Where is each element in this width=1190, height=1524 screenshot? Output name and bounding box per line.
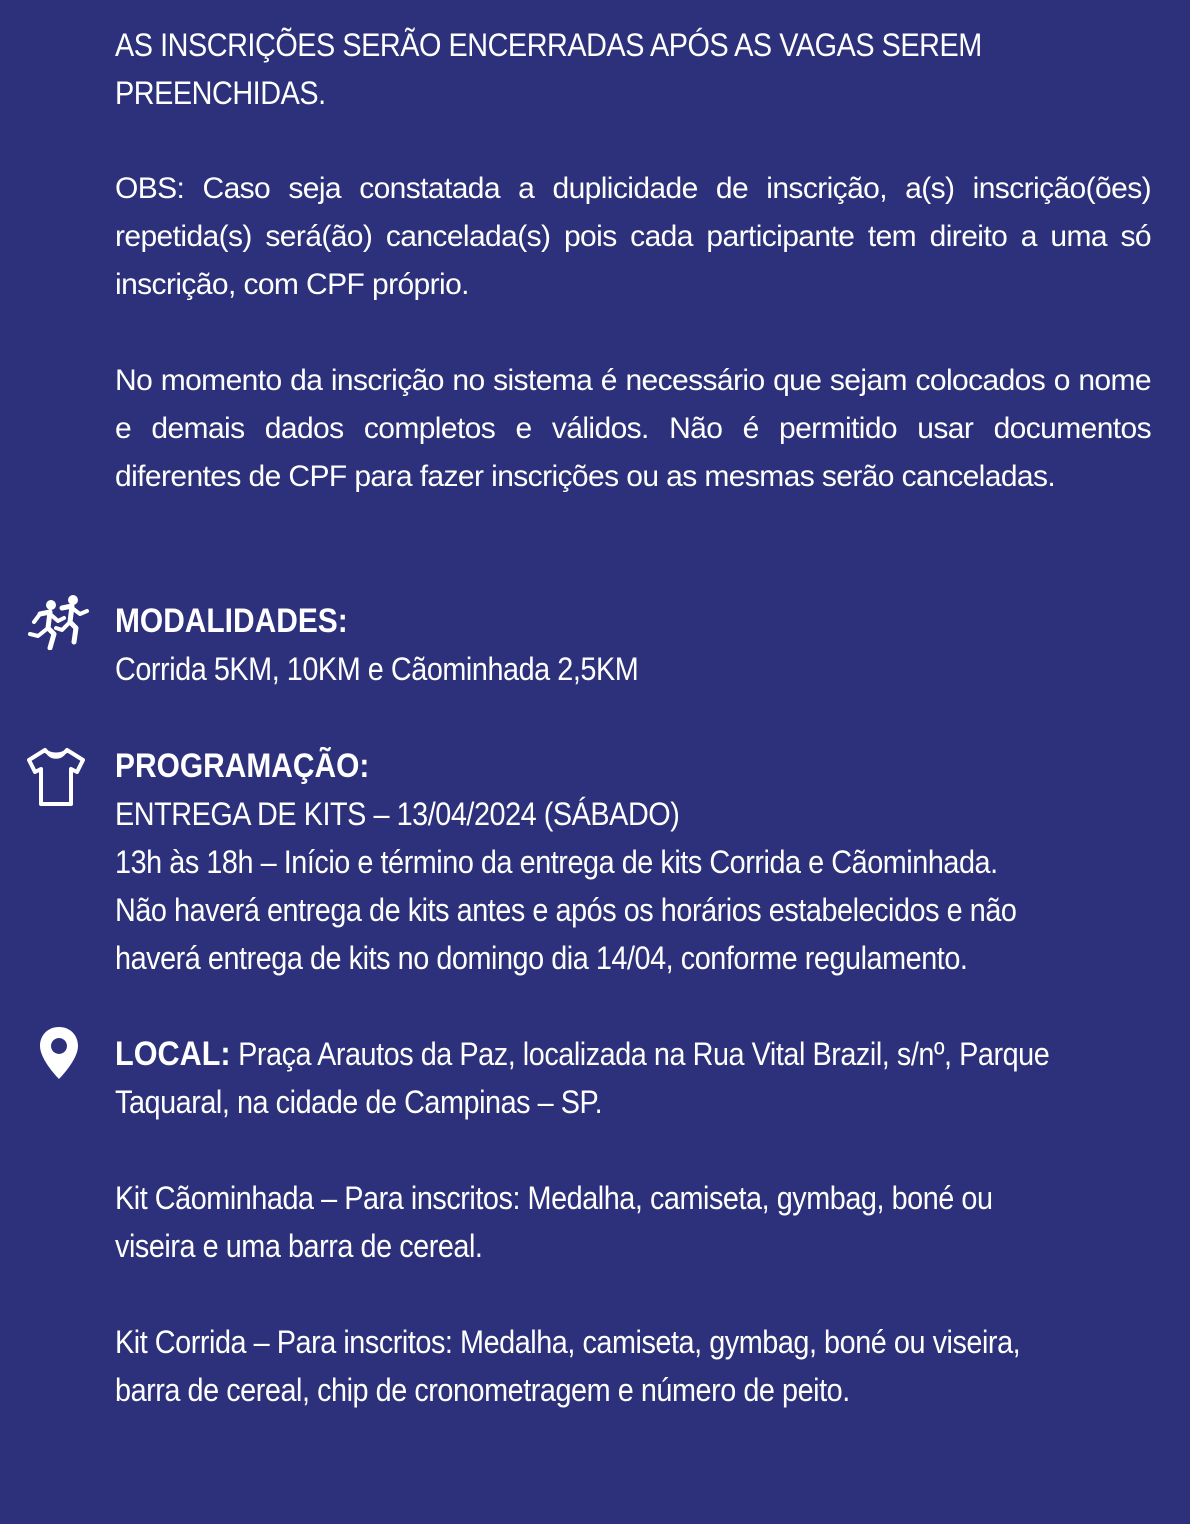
programacao-date: ENTREGA DE KITS – 13/04/2024 (SÁBADO): [115, 796, 680, 832]
modalidades-section: [115, 597, 1151, 693]
kit-corrida-line: barra de cereal, chip de cronometragem e número de peito.: [115, 1372, 850, 1408]
closing-notice: [115, 21, 1047, 117]
kit-caominhada-line: viseira e uma barra de cereal.: [115, 1228, 483, 1264]
kit-corrida-line: Kit Corrida – Para inscritos: Medalha, camiseta, gymbag, boné ou viseira,: [115, 1324, 1021, 1360]
local-address: Taquaral, na cidade de Campinas – SP.: [115, 1084, 603, 1120]
programacao-heading: PROGRAMAÇÃO:: [115, 747, 370, 785]
programacao-hours: 13h às 18h – Início e término da entrega de kits Corrida e Cãominhada.: [115, 844, 998, 880]
kit-caominhada: [115, 1174, 1047, 1270]
data-requirements-paragraph: No momento da inscrição no sistema é necessário que sejam colocados o nome e demais dados completos e válidos. Não é permitido usar documentos diferentes de CPF para fazer inscrições ou as mesmas serão canceladas.: [115, 364, 1151, 493]
local-address-text: Praça Arautos da Paz, localizada na Rua Vital Brazil, s/nº, Parque: [230, 1036, 1050, 1072]
runners-icon: [26, 594, 90, 650]
modalidades-heading: MODALIDADES:: [115, 602, 348, 640]
programacao-notice: Não haverá entrega de kits antes e após os horários estabelecidos e não: [115, 892, 1017, 928]
closing-notice-line: AS INSCRIÇÕES SERÃO ENCERRADAS APÓS AS VAGAS SEREM: [115, 27, 982, 63]
closing-notice-line: PREENCHIDAS.: [115, 75, 326, 111]
modalidades-text: Corrida 5KM, 10KM e Cãominhada 2,5KM: [115, 651, 639, 687]
kit-corrida: [115, 1318, 1047, 1414]
kit-caominhada-line: Kit Cãominhada – Para inscritos: Medalha, camiseta, gymbag, boné ou: [115, 1180, 993, 1216]
obs-paragraph: OBS: Caso seja constatada a duplicidade de inscrição, a(s) inscrição(ões) repetida(s) será(ão) cancelada(s) pois cada participante tem direito a uma só inscrição, com CPF próprio.: [115, 172, 1151, 301]
local-address: [115, 1030, 1050, 1078]
programacao-notice: haverá entrega de kits no domingo dia 14/04, conforme regulamento.: [115, 940, 968, 976]
local-section: [115, 1030, 1050, 1126]
location-pin-icon: [37, 1025, 81, 1081]
programacao-section: [115, 742, 1151, 982]
tshirt-icon: [25, 746, 87, 808]
local-heading: LOCAL:: [115, 1035, 231, 1073]
